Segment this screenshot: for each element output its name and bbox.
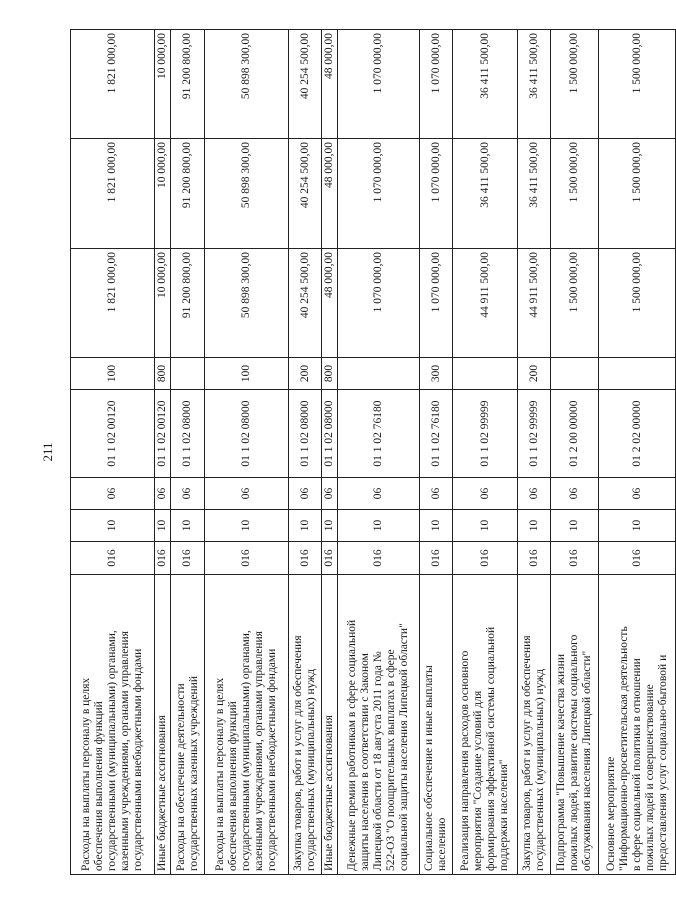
row-name: Иные бюджетные ассигнования (322, 575, 338, 875)
table-row (420, 30, 453, 875)
amount-1: 91 200 800,00 (171, 249, 205, 358)
expense-type: 100 (71, 358, 155, 390)
target-article: 01 2 02 00000 (599, 390, 676, 478)
page-number: 211 (40, 442, 55, 462)
expense-type: 800 (155, 358, 171, 390)
ministry-code: 016 (289, 542, 322, 575)
amount-2: 50 898 300,00 (205, 139, 289, 249)
amount-1: 44 911 500,00 (453, 249, 518, 358)
amount-2: 10 000,00 (155, 139, 171, 249)
table-row (155, 30, 171, 875)
target-article: 01 1 02 00120 (71, 390, 155, 478)
subsection-code: 06 (155, 478, 171, 510)
amount-1: 48 000,00 (322, 249, 338, 358)
target-article: 01 1 02 08000 (322, 390, 338, 478)
subsection-code: 06 (171, 478, 205, 510)
amount-2: 1 500 000,00 (551, 139, 599, 249)
section-code: 10 (289, 510, 322, 542)
expense-type (551, 358, 599, 390)
target-article: 01 1 02 08000 (171, 390, 205, 478)
row-name: Денежные премии работникам в сфере социальной защиты населения в соответствии с Законом Липецкой области от 18 августа 2011 года № 522-ОЗ "О поощрительных выплатах в сфере социальной защиты населения Липецкой области" (338, 575, 420, 875)
amount-2: 1 500 000,00 (599, 139, 676, 249)
expense-type: 300 (420, 358, 453, 390)
table-body (71, 30, 676, 875)
expense-type: 800 (322, 358, 338, 390)
subsection-code: 06 (551, 478, 599, 510)
amount-3: 1 500 000,00 (599, 30, 676, 139)
target-article: 01 1 02 99999 (518, 390, 551, 478)
target-article: 01 1 02 08000 (289, 390, 322, 478)
amount-1: 40 254 500,00 (289, 249, 322, 358)
section-code: 10 (171, 510, 205, 542)
target-article: 01 1 02 00120 (155, 390, 171, 478)
table-row (338, 30, 420, 875)
amount-2: 48 000,00 (322, 139, 338, 249)
amount-1: 44 911 500,00 (518, 249, 551, 358)
table-row (518, 30, 551, 875)
amount-2: 1 070 000,00 (420, 139, 453, 249)
target-article: 01 1 02 08000 (205, 390, 289, 478)
target-article: 01 1 02 99999 (453, 390, 518, 478)
amount-3: 1 821 000,00 (71, 30, 155, 139)
ministry-code: 016 (205, 542, 289, 575)
amount-3: 36 411 500,00 (518, 30, 551, 139)
amount-2: 40 254 500,00 (289, 139, 322, 249)
expense-type: 200 (518, 358, 551, 390)
amount-3: 91 200 800,00 (171, 30, 205, 139)
section-code: 10 (322, 510, 338, 542)
amount-1: 1 070 000,00 (420, 249, 453, 358)
amount-1: 1 500 000,00 (551, 249, 599, 358)
amount-2: 91 200 800,00 (171, 139, 205, 249)
ministry-code: 016 (599, 542, 676, 575)
section-code: 10 (155, 510, 171, 542)
section-code: 10 (518, 510, 551, 542)
amount-1: 1 821 000,00 (71, 249, 155, 358)
table-row (599, 30, 676, 875)
subsection-code: 06 (205, 478, 289, 510)
ministry-code: 016 (171, 542, 205, 575)
ministry-code: 016 (518, 542, 551, 575)
amount-3: 50 898 300,00 (205, 30, 289, 139)
section-code: 10 (551, 510, 599, 542)
ministry-code: 016 (453, 542, 518, 575)
section-code: 10 (453, 510, 518, 542)
subsection-code: 06 (453, 478, 518, 510)
table-row (289, 30, 322, 875)
amount-1: 1 070 000,00 (338, 249, 420, 358)
row-name: Социальное обеспечение и иные выплаты населению (420, 575, 453, 875)
table-row (322, 30, 338, 875)
ministry-code: 016 (338, 542, 420, 575)
ministry-code: 016 (420, 542, 453, 575)
amount-3: 1 500 000,00 (551, 30, 599, 139)
subsection-code: 06 (420, 478, 453, 510)
row-name: Реализация направления расходов основного мероприятия "Создание условий для формирования эффективной системы социальной поддержки населения" (453, 575, 518, 875)
subsection-code: 06 (322, 478, 338, 510)
expense-type (453, 358, 518, 390)
expense-type (599, 358, 676, 390)
amount-1: 10 000,00 (155, 249, 171, 358)
subsection-code: 06 (289, 478, 322, 510)
amount-1: 1 500 000,00 (599, 249, 676, 358)
table-row (205, 30, 289, 875)
section-code: 10 (71, 510, 155, 542)
rotated-table-container (70, 30, 669, 875)
target-article: 01 1 02 76180 (420, 390, 453, 478)
section-code: 10 (338, 510, 420, 542)
row-name: Закупка товаров, работ и услуг для обеспечения государственных (муниципальных) нужд (518, 575, 551, 875)
expense-type: 100 (205, 358, 289, 390)
row-name: Подпрограмма "Повышение качества жизни пожилых людей, развитие системы социального обслуживания населения Липецкой области" (551, 575, 599, 875)
expense-type (338, 358, 420, 390)
ministry-code: 016 (551, 542, 599, 575)
row-name: Иные бюджетные ассигнования (155, 575, 171, 875)
subsection-code: 06 (71, 478, 155, 510)
target-article: 01 1 02 76180 (338, 390, 420, 478)
subsection-code: 06 (599, 478, 676, 510)
section-code: 10 (420, 510, 453, 542)
target-article: 01 2 00 00000 (551, 390, 599, 478)
ministry-code: 016 (322, 542, 338, 575)
ministry-code: 016 (71, 542, 155, 575)
section-code: 10 (599, 510, 676, 542)
amount-2: 1 821 000,00 (71, 139, 155, 249)
expense-type: 200 (289, 358, 322, 390)
amount-3: 36 411 500,00 (453, 30, 518, 139)
section-code: 10 (205, 510, 289, 542)
table-row (71, 30, 155, 875)
ministry-code: 016 (155, 542, 171, 575)
row-name: Расходы на обеспечение деятельности государственных казенных учреждений (171, 575, 205, 875)
table-row (551, 30, 599, 875)
amount-1: 50 898 300,00 (205, 249, 289, 358)
row-name: Расходы на выплаты персоналу в целях обеспечения выполнения функций государственными (муниципальными) органами, казенными учреждениями, органами управления государственными внебюджетными фондами (71, 575, 155, 875)
budget-table (70, 29, 676, 875)
row-name: Закупка товаров, работ и услуг для обеспечения государственных (муниципальных) нужд (289, 575, 322, 875)
amount-3: 48 000,00 (322, 30, 338, 139)
amount-3: 40 254 500,00 (289, 30, 322, 139)
expense-type (171, 358, 205, 390)
row-name: Основное мероприятие "Информационно-просветительская деятельность в сфере социальной политики в отношении пожилых людей и совершенствование предоставления услуг социально-бытовой и (599, 575, 676, 875)
subsection-code: 06 (518, 478, 551, 510)
amount-3: 1 070 000,00 (338, 30, 420, 139)
amount-3: 10 000,00 (155, 30, 171, 139)
amount-3: 1 070 000,00 (420, 30, 453, 139)
amount-2: 1 070 000,00 (338, 139, 420, 249)
table-row (171, 30, 205, 875)
amount-2: 36 411 500,00 (518, 139, 551, 249)
row-name: Расходы на выплаты персоналу в целях обеспечения выполнения функций государственными (муниципальными) органами, казенными учреждениями, органами управления государственными внебюджетными фондами (205, 575, 289, 875)
amount-2: 36 411 500,00 (453, 139, 518, 249)
table-row (453, 30, 518, 875)
subsection-code: 06 (338, 478, 420, 510)
